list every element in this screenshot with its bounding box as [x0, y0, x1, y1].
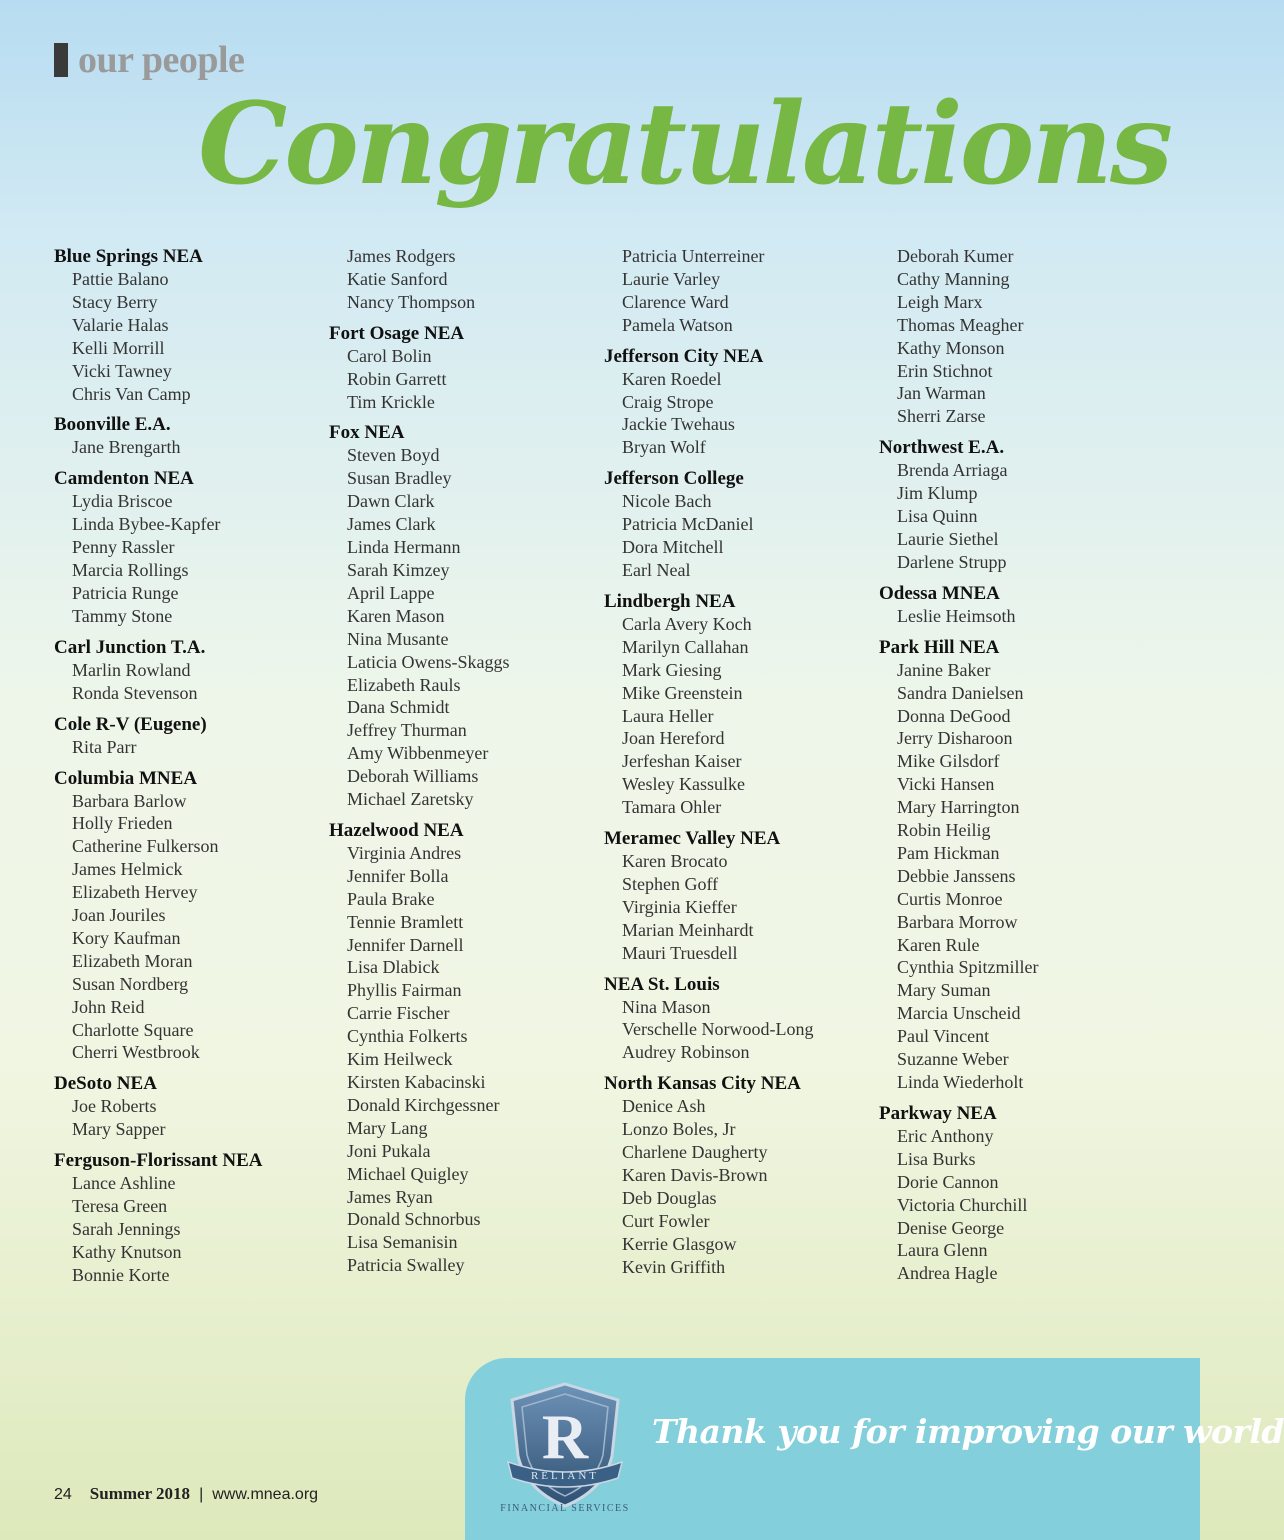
member-list: [329, 345, 509, 414]
member-name: Eric Anthony: [897, 1125, 994, 1146]
member-name: Paula Brake: [347, 888, 435, 909]
member-name: Mike Greenstein: [622, 682, 743, 703]
member-name: Vicki Tawney: [72, 360, 172, 381]
member-name: Jerry Disharoon: [897, 728, 1013, 749]
member-name: Patricia Runge: [72, 582, 179, 603]
group-name: Parkway NEA: [879, 1102, 997, 1124]
member-name: Kelli Morrill: [72, 337, 165, 358]
group: [879, 1102, 1039, 1285]
member-name: Lydia Briscoe: [72, 491, 173, 512]
member-list: [604, 490, 813, 582]
group: [54, 467, 262, 627]
footer-separator: |: [199, 1486, 204, 1503]
member-name: Denise George: [897, 1217, 1005, 1238]
member-name: Lonzo Boles, Jr: [622, 1119, 736, 1140]
member-name: Mary Lang: [347, 1117, 428, 1138]
member-name: Mike Gilsdorf: [897, 751, 1000, 772]
group: [879, 245, 1039, 428]
member-name: Laticia Owens-Skaggs: [347, 651, 510, 672]
member-name: Deborah Williams: [347, 766, 479, 787]
group-name: North Kansas City NEA: [604, 1073, 801, 1095]
group-name: Blue Springs NEA: [54, 246, 203, 267]
member-name: Jan Warman: [897, 383, 986, 404]
column-1: [54, 245, 262, 1295]
group: [604, 590, 813, 819]
member-name: Laura Glenn: [897, 1240, 988, 1261]
member-name: Darlene Strupp: [897, 551, 1007, 572]
member-name: Pam Hickman: [897, 842, 1000, 863]
page-number: 24: [54, 1486, 72, 1503]
shield-icon: [500, 1378, 630, 1518]
member-name: Marlin Rowland: [72, 659, 191, 680]
member-name: Jim Klump: [897, 483, 978, 504]
group: [604, 245, 813, 337]
member-name: Cynthia Spitzmiller: [897, 957, 1039, 978]
page-title: Congratulations: [198, 79, 1170, 210]
section-header: [54, 38, 244, 82]
group: [879, 582, 1039, 628]
member-name: Lisa Semanisin: [347, 1232, 458, 1253]
logo-subtitle: FINANCIAL SERVICES: [500, 1503, 630, 1514]
member-name: John Reid: [72, 996, 145, 1017]
member-list: [879, 1125, 1039, 1285]
member-name: Karen Brocato: [622, 851, 728, 872]
member-name: Stacy Berry: [72, 291, 158, 312]
member-name: Joe Roberts: [72, 1096, 157, 1117]
member-name: Cathy Manning: [897, 268, 1010, 289]
group: [604, 827, 813, 965]
member-name: Marcia Rollings: [72, 560, 189, 581]
member-name: Nicole Bach: [622, 491, 712, 512]
member-name: Denice Ash: [622, 1096, 706, 1117]
member-list: [54, 490, 262, 627]
member-name: Kirsten Kabacinski: [347, 1072, 486, 1092]
group: [54, 1072, 262, 1141]
member-name: Suzanne Weber: [897, 1049, 1009, 1070]
member-name: Robin Garrett: [347, 368, 447, 389]
member-name: Holly Frieden: [72, 813, 173, 834]
member-name: Cherri Westbrook: [72, 1042, 200, 1063]
member-name: Tammy Stone: [72, 605, 173, 626]
section-label: our people: [78, 39, 245, 81]
group-name: Hazelwood NEA: [329, 819, 464, 841]
member-name: Sarah Kimzey: [347, 559, 450, 580]
column-4: [879, 245, 1039, 1293]
logo-ribbon-text: RELIANT: [530, 1470, 600, 1482]
group: [329, 322, 509, 414]
group-name: Columbia MNEA: [54, 767, 198, 789]
member-name: Penny Rassler: [72, 537, 175, 558]
member-name: Jane Brengarth: [72, 437, 181, 458]
member-name: Marian Meinhardt: [622, 919, 754, 940]
member-list: [604, 1095, 813, 1278]
group: [54, 1149, 262, 1287]
member-name: Jennifer Darnell: [347, 934, 464, 955]
member-name: Teresa Green: [72, 1196, 168, 1217]
member-name: Katie Sanford: [347, 268, 448, 289]
member-list: [604, 996, 813, 1065]
member-name: Jerfeshan Kaiser: [622, 751, 742, 772]
member-name: Laura Heller: [622, 705, 714, 726]
member-name: Lance Ashline: [72, 1173, 176, 1194]
member-list: [879, 459, 1039, 574]
group: [329, 819, 509, 1277]
member-name: Karen Rule: [897, 934, 980, 955]
member-name: Lisa Burks: [897, 1148, 976, 1169]
member-name: Donna DeGood: [897, 705, 1011, 726]
group: [879, 436, 1039, 574]
member-name: Nina Musante: [347, 628, 449, 649]
member-name: Michael Zaretsky: [347, 789, 474, 810]
group-name: Fort Osage NEA: [329, 322, 465, 344]
member-name: Joan Jouriles: [72, 905, 166, 926]
member-name: Earl Neal: [622, 559, 691, 580]
member-name: Chris Van Camp: [72, 383, 191, 404]
banner-tagline: Thank you for improving our world: [652, 1412, 1284, 1451]
group: [604, 467, 813, 582]
member-name: Charlene Daugherty: [622, 1142, 768, 1163]
group-name: Meramec Valley NEA: [604, 828, 781, 850]
member-name: Thomas Meagher: [897, 314, 1024, 335]
group-name: Park Hill NEA: [879, 636, 1000, 658]
member-name: Patricia Swalley: [347, 1255, 465, 1276]
group-name: Cole R-V (Eugene): [54, 713, 207, 735]
member-name: Kevin Griffith: [622, 1256, 726, 1277]
member-name: Clarence Ward: [622, 291, 729, 312]
member-name: Tennie Bramlett: [347, 911, 464, 932]
group-name: NEA St. Louis: [604, 973, 720, 995]
group-name: Northwest E.A.: [879, 437, 1005, 459]
member-name: Vicki Hansen: [897, 774, 995, 795]
member-name: Carrie Fischer: [347, 1003, 450, 1024]
member-name: Kathy Monson: [897, 337, 1005, 358]
member-name: Mary Suman: [897, 980, 991, 1001]
member-name: Marilyn Callahan: [622, 636, 749, 657]
member-name: Steven Boyd: [347, 445, 440, 466]
group-name: Lindbergh NEA: [604, 590, 736, 612]
member-name: Marcia Unscheid: [897, 1003, 1021, 1024]
member-name: Kerrie Glasgow: [622, 1233, 737, 1254]
member-name: Leigh Marx: [897, 291, 983, 312]
member-name: Mary Harrington: [897, 797, 1020, 818]
member-name: Carol Bolin: [347, 345, 432, 366]
column-3: [604, 245, 813, 1287]
member-name: Robin Heilig: [897, 820, 991, 841]
member-name: Lisa Quinn: [897, 506, 978, 527]
group: [54, 245, 262, 405]
member-name: Curt Fowler: [622, 1210, 710, 1231]
member-name: Kathy Knutson: [72, 1241, 182, 1262]
member-name: Stephen Goff: [622, 873, 719, 894]
group: [329, 245, 509, 314]
member-name: Paul Vincent: [897, 1026, 990, 1047]
group-name: DeSoto NEA: [54, 1073, 157, 1095]
member-name: Donald Kirchgessner: [347, 1094, 500, 1115]
member-name: Virginia Andres: [347, 842, 462, 863]
member-name: Jackie Twehaus: [622, 414, 735, 435]
member-list: [54, 790, 262, 1065]
member-name: Michael Quigley: [347, 1163, 469, 1184]
member-name: Karen Mason: [347, 605, 445, 626]
member-name: Sarah Jennings: [72, 1219, 181, 1239]
member-name: Andrea Hagle: [897, 1263, 998, 1284]
member-name: James Clark: [347, 514, 436, 535]
member-name: Deborah Kumer: [897, 246, 1014, 266]
member-name: Laurie Varley: [622, 268, 721, 289]
member-name: Elizabeth Hervey: [72, 882, 198, 903]
member-name: Leslie Heimsoth: [897, 605, 1016, 626]
member-list: [54, 1095, 262, 1141]
group: [54, 636, 262, 705]
group: [604, 345, 813, 460]
member-name: Verschelle Norwood-Long: [622, 1019, 814, 1040]
member-list: [329, 245, 509, 314]
member-name: Susan Bradley: [347, 468, 452, 489]
member-name: Pattie Balano: [72, 269, 169, 289]
member-name: Ronda Stevenson: [72, 682, 198, 703]
member-list: [54, 436, 262, 459]
member-name: Brenda Arriaga: [897, 460, 1008, 481]
group: [879, 636, 1039, 1094]
member-name: Erin Stichnot: [897, 360, 993, 381]
group: [604, 1072, 813, 1278]
member-list: [604, 245, 813, 337]
member-name: Cynthia Folkerts: [347, 1026, 468, 1047]
member-name: Deb Douglas: [622, 1187, 717, 1208]
member-name: Valarie Halas: [72, 314, 169, 335]
page-footer: [54, 1484, 318, 1504]
section-bar: [54, 43, 68, 77]
member-name: Mary Sapper: [72, 1119, 166, 1140]
member-list: [54, 268, 262, 405]
member-name: Victoria Churchill: [897, 1194, 1028, 1215]
group: [604, 973, 813, 1065]
issue-label: Summer 2018: [89, 1484, 191, 1503]
member-name: Joan Hereford: [622, 728, 725, 749]
member-name: Joni Pukala: [347, 1140, 431, 1161]
member-name: Pamela Watson: [622, 314, 733, 335]
member-name: Linda Hermann: [347, 537, 461, 558]
member-name: Virginia Kieffer: [622, 896, 737, 917]
member-name: Elizabeth Rauls: [347, 674, 461, 695]
member-name: Jeffrey Thurman: [347, 720, 467, 741]
group-name: Jefferson College: [604, 468, 744, 490]
member-list: [329, 842, 509, 1277]
member-name: Carla Avery Koch: [622, 613, 752, 634]
member-name: Tim Krickle: [347, 391, 435, 412]
member-name: Nancy Thompson: [347, 291, 476, 312]
group-name: Jefferson City NEA: [604, 345, 764, 367]
group-name: Ferguson-Florissant NEA: [54, 1150, 263, 1172]
logo-letter: R: [541, 1401, 589, 1472]
member-name: Bonnie Korte: [72, 1264, 170, 1285]
member-name: Dorie Cannon: [897, 1171, 999, 1192]
member-name: Donald Schnorbus: [347, 1209, 481, 1230]
member-name: Tamara Ohler: [622, 797, 722, 818]
member-name: Laurie Siethel: [897, 528, 999, 549]
member-name: James Ryan: [347, 1186, 433, 1207]
column-2: [329, 245, 509, 1285]
member-list: [604, 368, 813, 460]
member-name: Debbie Janssens: [897, 865, 1016, 886]
member-name: James Helmick: [72, 859, 183, 880]
member-name: Susan Nordberg: [72, 973, 189, 994]
member-name: Phyllis Fairman: [347, 980, 462, 1001]
member-name: Karen Roedel: [622, 368, 722, 389]
member-list: [879, 245, 1039, 428]
member-name: Charlotte Square: [72, 1019, 194, 1040]
member-name: Amy Wibbenmeyer: [347, 743, 489, 764]
member-name: Dawn Clark: [347, 491, 435, 512]
group-name: Camdenton NEA: [54, 468, 194, 490]
group-name: Fox NEA: [329, 422, 405, 444]
member-list: [54, 1172, 262, 1287]
group: [54, 413, 262, 459]
member-name: Sherri Zarse: [897, 406, 986, 427]
group-name: Odessa MNEA: [879, 582, 1000, 604]
group: [54, 767, 262, 1065]
member-name: Mark Giesing: [622, 659, 722, 680]
member-name: Lisa Dlabick: [347, 957, 440, 978]
member-name: Catherine Fulkerson: [72, 836, 219, 857]
member-list: [329, 444, 509, 811]
member-name: Jennifer Bolla: [347, 865, 449, 886]
member-name: Dora Mitchell: [622, 537, 724, 558]
member-list: [604, 850, 813, 965]
member-name: Janine Baker: [897, 659, 991, 680]
member-name: James Rodgers: [347, 246, 456, 266]
member-name: Elizabeth Moran: [72, 950, 193, 971]
member-name: Sandra Danielsen: [897, 682, 1024, 703]
member-name: Bryan Wolf: [622, 437, 706, 458]
member-name: Rita Parr: [72, 736, 137, 757]
member-name: Kory Kaufman: [72, 927, 181, 948]
member-name: Barbara Morrow: [897, 911, 1018, 932]
member-list: [879, 659, 1039, 1094]
member-name: Linda Bybee-Kapfer: [72, 514, 221, 535]
member-list: [604, 613, 813, 819]
website-link[interactable]: www.mnea.org: [212, 1486, 319, 1503]
member-list: [54, 736, 262, 759]
member-list: [879, 605, 1039, 628]
member-name: Craig Strope: [622, 391, 714, 412]
member-name: Kim Heilweck: [347, 1049, 453, 1070]
member-name: Dana Schmidt: [347, 697, 450, 718]
member-name: Patricia McDaniel: [622, 514, 754, 535]
group: [329, 421, 509, 811]
member-name: Patricia Unterreiner: [622, 246, 765, 266]
group-name: Carl Junction T.A.: [54, 636, 206, 658]
member-name: Curtis Monroe: [897, 888, 1003, 909]
member-name: April Lappe: [347, 582, 435, 603]
member-name: Mauri Truesdell: [622, 942, 738, 963]
member-name: Karen Davis-Brown: [622, 1165, 768, 1185]
group-name: Boonville E.A.: [54, 414, 171, 436]
member-name: Wesley Kassulke: [622, 774, 746, 795]
group: [54, 713, 262, 759]
member-list: [54, 659, 262, 705]
member-name: Nina Mason: [622, 996, 711, 1017]
member-name: Barbara Barlow: [72, 790, 187, 811]
member-name: Audrey Robinson: [622, 1042, 750, 1063]
member-name: Linda Wiederholt: [897, 1072, 1024, 1092]
